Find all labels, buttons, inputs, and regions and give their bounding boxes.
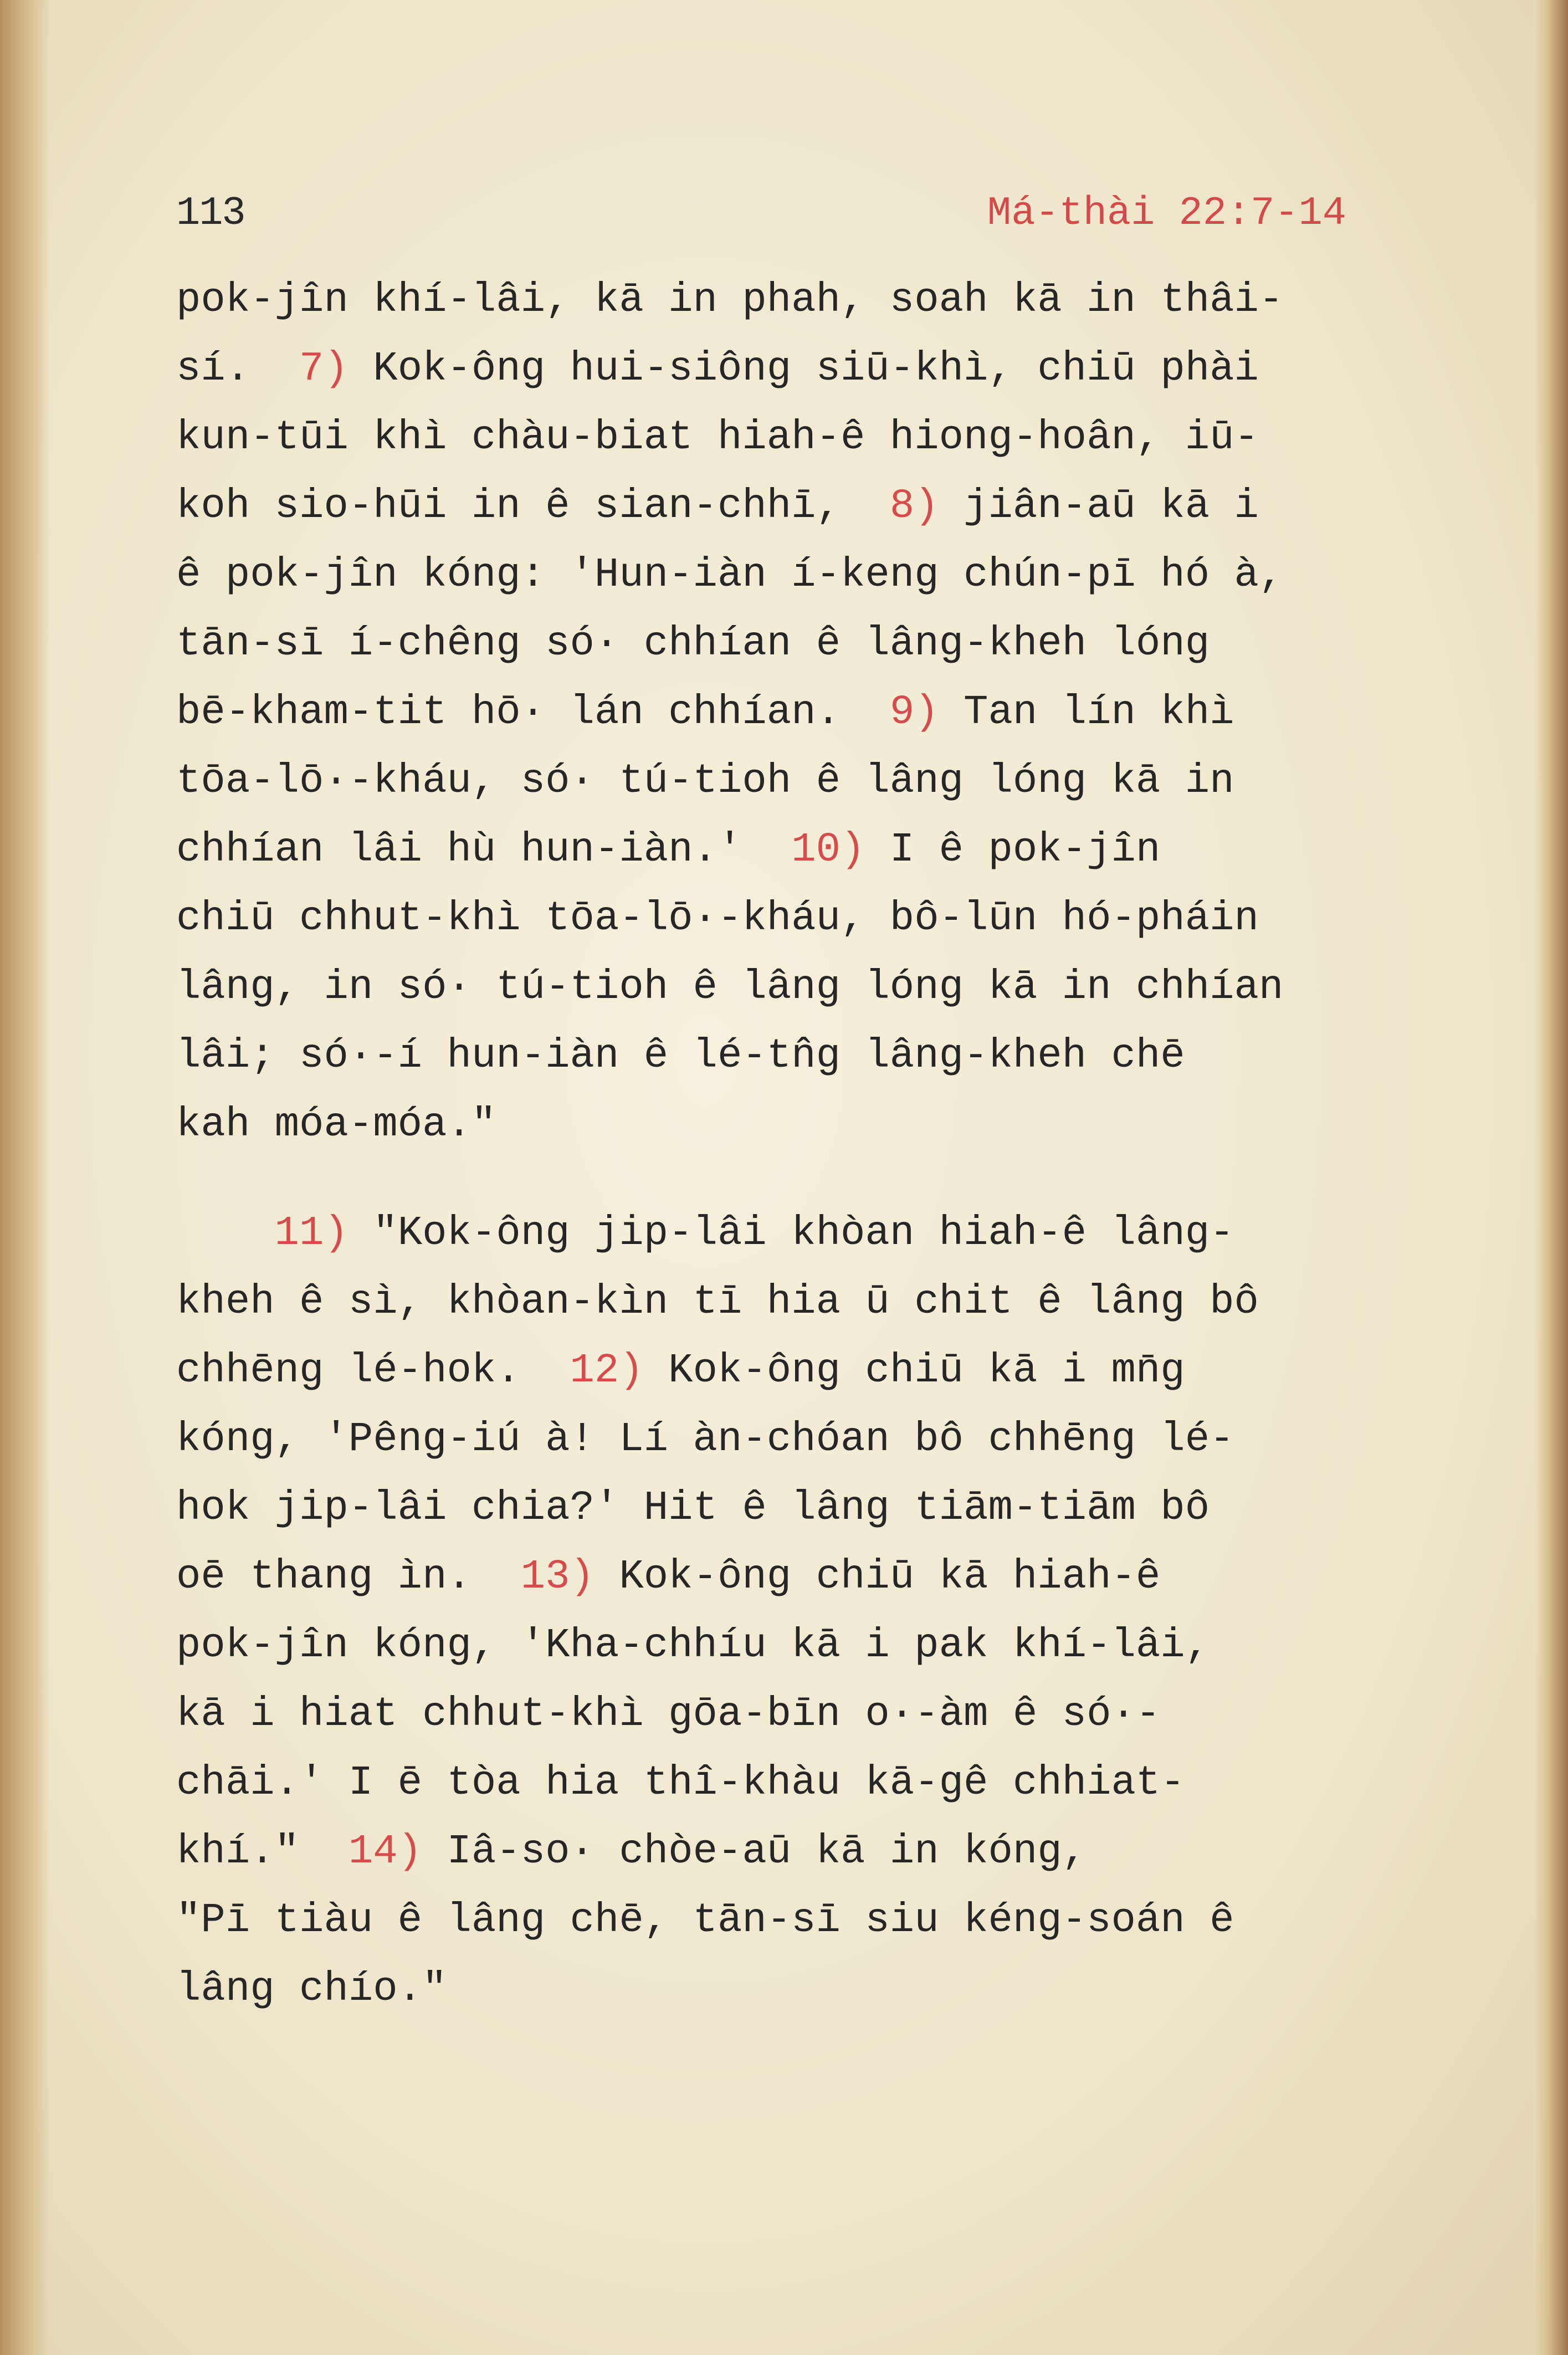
line-text: I ê pok-jîn bbox=[865, 827, 1161, 873]
text-line bbox=[176, 1543, 1439, 1611]
line-text: "Kok-ông jip-lâi khòan hiah-ê lâng- bbox=[348, 1210, 1234, 1257]
text-line bbox=[176, 1611, 1439, 1680]
text-line bbox=[176, 747, 1439, 816]
text-line bbox=[176, 1955, 1439, 2024]
text-line bbox=[176, 1199, 1439, 1268]
text-line bbox=[176, 610, 1439, 678]
line-text: sí. bbox=[176, 346, 300, 392]
verse-number: 10) bbox=[791, 827, 865, 873]
text-line bbox=[176, 335, 1439, 403]
page-edge-right bbox=[1535, 0, 1568, 2355]
verse-number: 11) bbox=[274, 1210, 349, 1257]
line-text: hok jip-lâi chia?' Hit ê lâng tiām-tiām bô bbox=[176, 1485, 1210, 1532]
line-text: lâi; só·-í hun-iàn ê lé-tn̂g lâng-kheh chē bbox=[176, 1033, 1185, 1079]
text-line bbox=[176, 678, 1439, 747]
line-text: lâng, in só· tú-tioh ê lâng lóng kā in chhían bbox=[176, 964, 1284, 1011]
line-text: kah móa-móa." bbox=[176, 1102, 496, 1148]
page-edge-left bbox=[0, 0, 50, 2355]
line-text: Iâ-so· chòe-aū kā in kóng, bbox=[422, 1829, 1087, 1875]
line-text: Tan lín khì bbox=[939, 689, 1234, 736]
text-line bbox=[176, 1091, 1439, 1159]
line-text: kā i hiat chhut-khì gōa-bīn o·-àm ê só·- bbox=[176, 1691, 1161, 1738]
text-line bbox=[176, 1022, 1439, 1091]
line-text: tōa-lō·-kháu, só· tú-tioh ê lâng lóng kā in bbox=[176, 758, 1234, 805]
page-number: 113 bbox=[176, 191, 245, 236]
text-line bbox=[176, 1749, 1439, 1818]
line-text: kheh ê sì, khòan-kìn tī hia ū chit ê lâng bô bbox=[176, 1279, 1259, 1325]
text-line bbox=[176, 1268, 1439, 1337]
line-text: kun-tūi khì chàu-biat hiah-ê hiong-hoân, iū- bbox=[176, 414, 1259, 461]
line-text: jiân-aū kā i bbox=[939, 483, 1259, 530]
text-line bbox=[176, 266, 1439, 335]
text-line bbox=[176, 953, 1439, 1022]
line-text: chhían lâi hù hun-iàn.' bbox=[176, 827, 792, 873]
line-text: ê pok-jîn kóng: 'Hun-iàn í-keng chún-pī hó à, bbox=[176, 552, 1284, 598]
line-text: Kok-ông chiū kā i mn̄g bbox=[643, 1348, 1185, 1394]
body-text bbox=[176, 266, 1439, 2024]
text-line bbox=[176, 1474, 1439, 1543]
line-text: tān-sī í-chêng só· chhían ê lâng-kheh lóng bbox=[176, 621, 1210, 667]
line-text: khí." bbox=[176, 1829, 349, 1875]
text-line bbox=[176, 472, 1439, 541]
text-line bbox=[176, 816, 1439, 884]
verse-number: 13) bbox=[520, 1554, 595, 1600]
page-header bbox=[176, 183, 1346, 244]
text-line bbox=[176, 1818, 1439, 1886]
line-text: chāi.' I ē tòa hia thî-khàu kā-gê chhiat- bbox=[176, 1760, 1185, 1806]
line-text: kóng, 'Pêng-iú à! Lí àn-chóan bô chhēng lé- bbox=[176, 1416, 1234, 1463]
line-text: Kok-ông hui-siông siū-khì, chiū phài bbox=[348, 346, 1259, 392]
line-text: oē thang ìn. bbox=[176, 1554, 521, 1600]
text-line bbox=[176, 1405, 1439, 1474]
line-text: pok-jîn kóng, 'Kha-chhíu kā i pak khí-lâi, bbox=[176, 1622, 1210, 1669]
chapter-reference: Má-thài 22:7-14 bbox=[987, 191, 1346, 236]
line-text: chhēng lé-hok. bbox=[176, 1348, 570, 1394]
verse-number: 14) bbox=[348, 1829, 423, 1875]
line-text: Kok-ông chiū kā hiah-ê bbox=[594, 1554, 1161, 1600]
line-text: pok-jîn khí-lâi, kā in phah, soah kā in thâi- bbox=[176, 277, 1284, 324]
text-line bbox=[176, 1337, 1439, 1405]
text-line bbox=[176, 541, 1439, 610]
text-line bbox=[176, 403, 1439, 472]
line-text: bē-kham-tit hō· lán chhían. bbox=[176, 689, 890, 736]
line-text: "Pī tiàu ê lâng chē, tān-sī siu kéng-soán ê bbox=[176, 1897, 1234, 1944]
text-line bbox=[176, 1886, 1439, 1955]
line-text bbox=[176, 1210, 275, 1257]
line-text: lâng chío." bbox=[176, 1966, 447, 2013]
verse-number: 7) bbox=[299, 346, 349, 392]
verse-number: 8) bbox=[889, 483, 939, 530]
paragraph-break bbox=[176, 1159, 1439, 1199]
verse-number: 9) bbox=[889, 689, 939, 736]
line-text: chiū chhut-khì tōa-lō·-kháu, bô-lūn hó-pháin bbox=[176, 895, 1259, 942]
verse-number: 12) bbox=[570, 1348, 644, 1394]
text-line bbox=[176, 1680, 1439, 1749]
text-line bbox=[176, 884, 1439, 953]
line-text: koh sio-hūi in ê sian-chhī, bbox=[176, 483, 890, 530]
